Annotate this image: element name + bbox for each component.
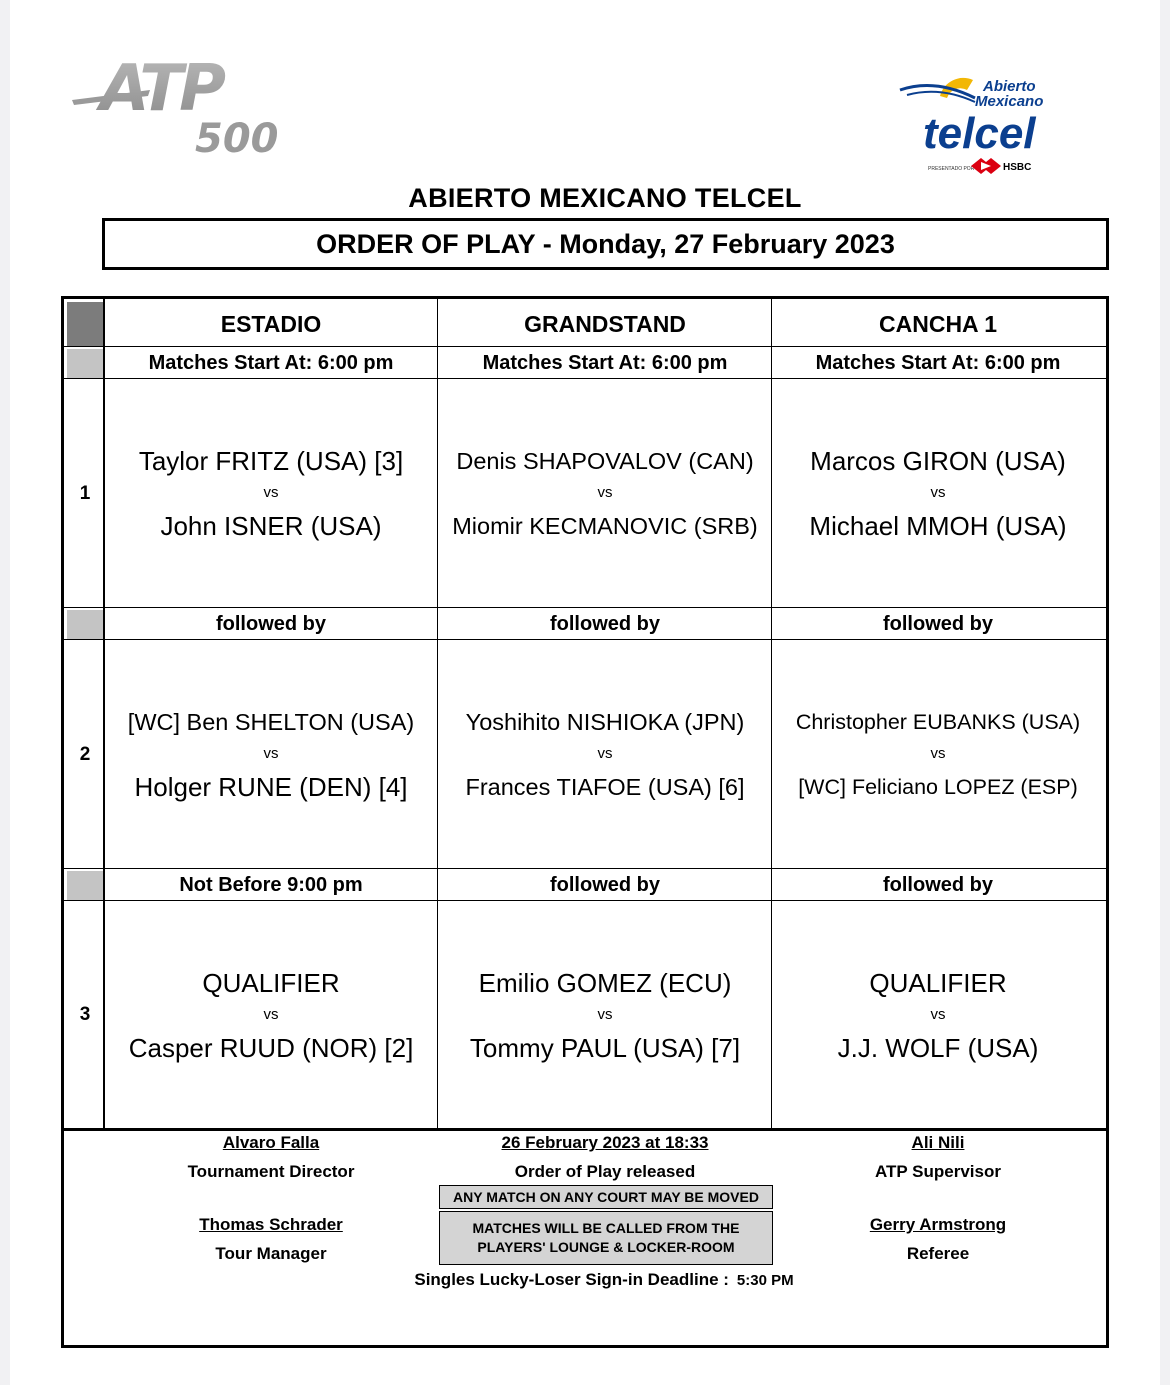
player-1: Marcos GIRON (USA): [810, 446, 1066, 476]
vs-label: vs: [263, 745, 279, 762]
player-1: QUALIFIER: [869, 967, 1007, 998]
sequence-text: followed by: [883, 612, 993, 635]
signatory-atp-supervisor: [773, 1133, 1103, 1181]
logo-hsbc: HSBC: [1003, 162, 1032, 173]
court-header-cancha-1: [773, 302, 1103, 346]
notice-players-lounge: [439, 1211, 773, 1265]
notice-text: ANY MATCH ON ANY COURT MAY BE MOVED: [453, 1189, 759, 1205]
atp-wordmark: ATP: [100, 52, 222, 126]
player-2: Casper RUUD (NOR) [2]: [128, 1032, 414, 1063]
signatory-role: ATP Supervisor: [875, 1162, 1001, 1181]
grid-line: [64, 607, 1106, 608]
release-datetime: 26 February 2023 at 18:33: [501, 1133, 709, 1152]
logo-abierto: Abierto: [983, 78, 1036, 95]
player-2: [WC] Feliciano LOPEZ (ESP): [798, 775, 1078, 799]
signatory-referee: [773, 1215, 1103, 1263]
order-of-play-text: ORDER OF PLAY - Monday, 27 February 2023: [316, 228, 895, 259]
sequence-label: [105, 870, 437, 900]
order-of-play-heading: [102, 218, 1109, 270]
lucky-loser-deadline: [364, 1269, 844, 1291]
player-1: Denis SHAPOVALOV (CAN): [456, 448, 754, 474]
player-2: Michael MMOH (USA): [809, 511, 1067, 541]
court-header-grandstand: [439, 302, 771, 346]
sequence-text: Not Before 9:00 pm: [179, 873, 363, 896]
vs-label: vs: [930, 484, 946, 501]
court-name: GRANDSTAND: [524, 310, 686, 337]
grid-line: [437, 299, 438, 1130]
player-2: Holger RUNE (DEN) [4]: [134, 772, 408, 802]
tournament-title: ABIERTO MEXICANO TELCEL: [408, 183, 802, 213]
player-1: [WC] Ben SHELTON (USA): [127, 709, 415, 735]
player-2: J.J. WOLF (USA): [837, 1032, 1039, 1063]
row-number-text: 1: [79, 482, 91, 504]
atp-500-logo: [70, 50, 290, 160]
side-cell-fb1: [67, 610, 103, 639]
vs-label: vs: [263, 484, 279, 501]
sequence-label: [439, 870, 771, 900]
logo-mexicano: Mexicano: [975, 93, 1044, 110]
order-of-play-grid: [61, 296, 1109, 1348]
grid-line: [64, 639, 1106, 640]
player-1: Emilio GOMEZ (ECU): [478, 967, 732, 998]
sequence-text: followed by: [550, 612, 660, 635]
match-cell: [439, 641, 771, 868]
release-info: [439, 1133, 771, 1181]
row-number: [67, 380, 103, 607]
signatory-name: Alvaro Falla: [222, 1133, 320, 1152]
side-cell-fb2: [67, 871, 103, 900]
sequence-label: [773, 609, 1103, 639]
player-2: Frances TIAFOE (USA) [6]: [465, 774, 745, 800]
start-time-text: Matches Start At: 6:00 pm: [815, 351, 1061, 374]
signatory-tournament-director: [105, 1133, 437, 1181]
match-cell: [773, 641, 1103, 868]
match-cell: [105, 902, 437, 1128]
vs-label: vs: [930, 1005, 946, 1023]
signatory-tour-manager: [105, 1215, 437, 1263]
signatory-role: Tour Manager: [215, 1244, 327, 1263]
player-2: John ISNER (USA): [160, 511, 382, 541]
notice-text-line-2: PLAYERS' LOUNGE & LOCKER-ROOM: [477, 1239, 735, 1255]
vs-label: vs: [597, 484, 613, 501]
abierto-mexicano-telcel-logo: [895, 68, 1065, 178]
match-cell: [773, 380, 1103, 607]
notice-text-line-1: MATCHES WILL BE CALLED FROM THE: [472, 1220, 740, 1236]
match-cell: [105, 641, 437, 868]
sequence-label: [105, 609, 437, 639]
grid-line: [64, 346, 1106, 347]
signatory-name: Ali Nili: [911, 1133, 965, 1152]
signatory-role: Tournament Director: [187, 1162, 355, 1181]
vs-label: vs: [263, 1005, 279, 1023]
court-header-estadio: [105, 302, 437, 346]
vs-label: vs: [597, 745, 613, 762]
player-1: Taylor FRITZ (USA) [3]: [138, 446, 404, 476]
match-cell: [439, 902, 771, 1128]
row-number-text: 3: [79, 1004, 91, 1025]
row-number-text: 2: [79, 743, 91, 765]
player-2: Tommy PAUL (USA) [7]: [469, 1032, 741, 1063]
notice-match-moved: [439, 1185, 773, 1209]
player-1: Christopher EUBANKS (USA): [795, 710, 1081, 734]
logo-presented-by: PRESENTADO POR: [928, 166, 975, 172]
row-number: [67, 902, 103, 1128]
grid-line: [771, 299, 772, 1130]
vs-label: vs: [930, 745, 946, 762]
grid-line-footer: [64, 1128, 1106, 1131]
vs-label: vs: [597, 1005, 613, 1023]
start-time: [105, 348, 437, 378]
deadline-label: Singles Lucky-Loser Sign-in Deadline :: [414, 1270, 729, 1289]
player-2: Miomir KECMANOVIC (SRB): [452, 513, 758, 539]
sequence-label: [773, 870, 1103, 900]
start-time-text: Matches Start At: 6:00 pm: [148, 351, 394, 374]
logo-telcel: telcel: [923, 109, 1036, 158]
side-cell-start: [67, 349, 103, 378]
player-1: QUALIFIER: [202, 967, 340, 998]
court-name: CANCHA 1: [879, 310, 997, 337]
sequence-label: [439, 609, 771, 639]
deadline-time: 5:30 PM: [736, 1271, 794, 1289]
start-time: [773, 348, 1103, 378]
grid-line: [64, 900, 1106, 901]
start-time: [439, 348, 771, 378]
signatory-name: Gerry Armstrong: [869, 1215, 1007, 1234]
grid-line: [64, 378, 1106, 379]
sequence-text: followed by: [216, 612, 326, 635]
atp-tier: 500: [195, 116, 279, 160]
match-cell: [773, 902, 1103, 1128]
match-cell: [439, 380, 771, 607]
player-1: Yoshihito NISHIOKA (JPN): [465, 709, 745, 735]
grid-line: [64, 868, 1106, 869]
sequence-text: followed by: [550, 873, 660, 896]
signatory-name: Thomas Schrader: [199, 1215, 343, 1234]
signatory-role: Referee: [906, 1244, 970, 1263]
release-label: Order of Play released: [514, 1162, 696, 1181]
sequence-text: followed by: [883, 873, 993, 896]
row-number: [67, 641, 103, 868]
start-time-text: Matches Start At: 6:00 pm: [482, 351, 728, 374]
match-cell: [105, 380, 437, 607]
corner-cell: [67, 302, 103, 346]
court-name: ESTADIO: [220, 310, 322, 337]
